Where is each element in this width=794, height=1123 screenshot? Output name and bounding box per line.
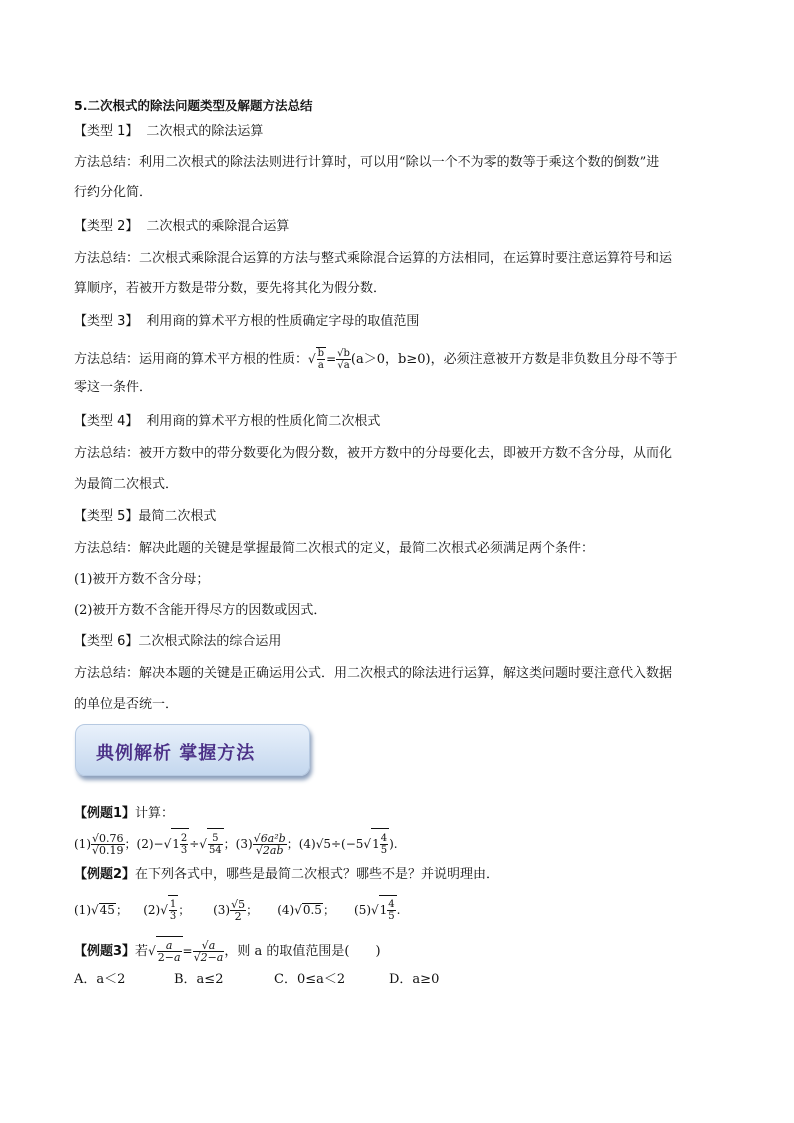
example-text: ，则 a 的取值范围是( ) [224, 944, 381, 959]
type-5-summary: 方法总结：解决此题的关键是掌握最简二次根式的定义，最简二次根式必须满足两个条件： [74, 541, 595, 556]
example-3-formula: √ $\frac{a}{2-a}$ = $\frac{√a}{√2-a}$ [148, 944, 224, 958]
type-2-heading [74, 218, 724, 236]
type-1-heading [74, 123, 724, 141]
type-5-condition-1: (1)被开方数不含分母； [74, 572, 210, 587]
type-name: 二次根式的除法运算 [146, 124, 264, 139]
banner-text: 典例解析 掌握方法 [96, 743, 256, 764]
section-title: 5.二次根式的除法问题类型及解题方法总结 [74, 98, 313, 113]
example-1-expressions: (1) $\frac{√0.76}{√0.19}$ ；(2)−√1 $\frac{2}{3}$ ÷√ $\frac{5}{54}$ ；(3) $\frac{\text{√6a²b}}{√2ab}$ ；(4)√5÷(−5√1 $\frac{4}{5}$ ). [74, 824, 724, 864]
example-3-options [74, 971, 724, 989]
type-name: 利用商的算术平方根的性质确定字母的取值范围 [146, 314, 420, 329]
example-label: 【例题1】 [74, 806, 136, 821]
option-a[interactable]: A．a＜2 [74, 972, 126, 987]
example-2-expressions: (1)√45； (2)√ $\frac{1}{3}$ ； (3) $\frac{√5}{2}$ ； (4)√0.5； (5)√1 $\frac{4}{5}$ . [74, 892, 724, 928]
type-1-summary: 行约分化简． [74, 185, 153, 200]
type-2-summary: 算顺序，若被开方数是带分数，要先将其化为假分数． [74, 281, 387, 296]
type-tag: 【类型 4】 [74, 414, 139, 429]
example-label: 【例题2】 [74, 867, 136, 882]
type-4-summary: 为最简二次根式． [74, 477, 179, 492]
type-4-summary: 方法总结：被开方数中的带分数要化为假分数，被开方数中的分母要化去，即被开方数不含分母，从而化 [74, 446, 673, 461]
type-name: 二次根式的乘除混合运算 [146, 219, 290, 234]
example-text: 在下列各式中，哪些是最简二次根式？哪些不是？并说明理由． [135, 867, 500, 882]
type-5-condition-2: (2)被开方数不含能开得尽方的因数或因式． [74, 603, 327, 618]
type-tag: 【类型 2】 [74, 219, 139, 234]
quotient-root-formula: √ $\frac{b}{a}$ = $\frac{√b}{√a}$ [308, 348, 350, 371]
option-c[interactable]: C．0≤a＜2 [274, 972, 346, 987]
type-5-heading [74, 508, 724, 526]
type-2-summary: 方法总结：二次根式乘除混合运算的方法与整式乘除混合运算的方法相同，在运算时要注意运算符号和运 [74, 251, 673, 266]
example-3-heading [74, 933, 724, 970]
type-name: 利用商的算术平方根的性质化简二次根式 [146, 414, 381, 429]
type-name: 二次根式除法的综合运用 [138, 634, 282, 649]
type-tag: 【类型 6】 [74, 634, 139, 649]
type-3-heading [74, 313, 724, 331]
example-label: 【例题3】 [74, 944, 136, 959]
type-tag: 【类型 1】 [74, 124, 139, 139]
section-banner [75, 724, 310, 776]
example-2-heading [74, 866, 724, 884]
example-1-heading [74, 805, 724, 823]
type-name: 最简二次根式 [138, 509, 217, 524]
type-3-summary [74, 346, 724, 373]
type-3-condition: (a＞0，b≥0)，必须注意被开方数是非负数且分母不等于 [350, 352, 678, 367]
type-6-summary: 的单位是否统一． [74, 697, 179, 712]
option-b[interactable]: B．a≤2 [174, 972, 224, 987]
type-tag: 【类型 3】 [74, 314, 139, 329]
type-1-summary: 方法总结：利用二次根式的除法法则进行计算时，可以用“除以一个不为零的数等于乘这个数的倒数”进 [74, 155, 660, 170]
type-3-summary-prefix: 方法总结：运用商的算术平方根的性质： [74, 352, 309, 367]
type-6-summary: 方法总结：解决本题的关键是正确运用公式．用二次根式的除法进行运算，解这类问题时要注意代入数据 [74, 666, 673, 681]
type-6-heading [74, 633, 724, 651]
type-3-summary: 零这一条件． [74, 380, 153, 395]
type-tag: 【类型 5】 [74, 509, 139, 524]
example-text: 若 [135, 944, 149, 959]
option-d[interactable]: D．a≥0 [389, 972, 440, 987]
example-text: 计算： [135, 806, 175, 821]
type-4-heading [74, 413, 724, 431]
